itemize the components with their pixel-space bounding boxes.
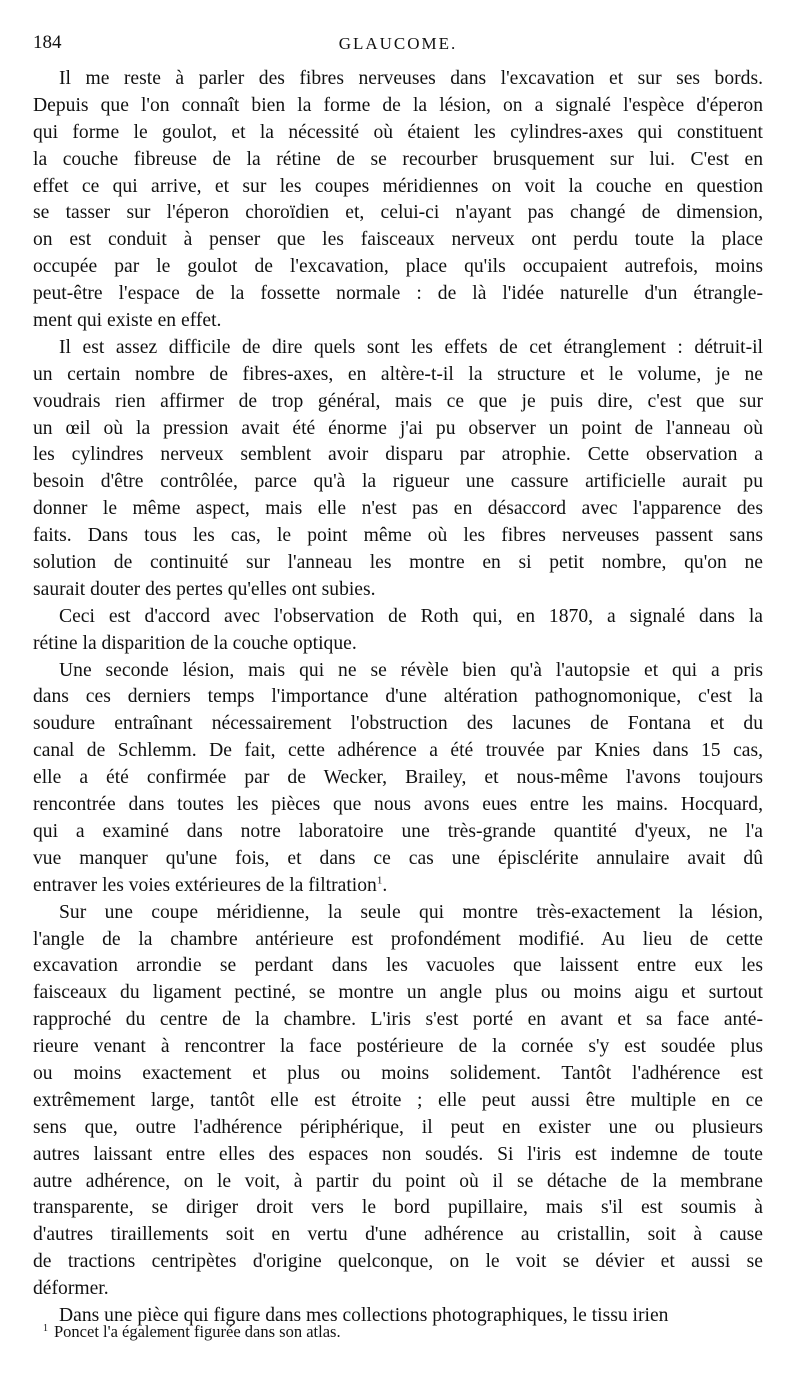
text-line <box>33 819 763 846</box>
text-line <box>33 1249 763 1276</box>
text-line <box>33 120 763 147</box>
text-line <box>33 658 763 685</box>
text-line <box>33 953 763 980</box>
line-text: effet ce qui arrive, et sur les coupes méridiennes on voit la couche en question <box>33 175 763 197</box>
line-text: qui forme le goulot, et la nécessité où étaient les cylindres-axes qui constituent <box>33 121 763 143</box>
paragraph <box>33 900 763 1303</box>
line-tail: . <box>382 874 388 896</box>
text-line <box>33 200 763 227</box>
line-text: ment qui existe en effet. <box>33 310 222 332</box>
line-text: la couche fibreuse de la rétine de se recourber brusquement sur lui. C'est en <box>33 148 763 170</box>
text-line <box>33 1169 763 1196</box>
text-line <box>33 765 763 792</box>
line-text: de tractions centripètes d'origine quelconque, on le voit se dévier et aussi se <box>33 1251 763 1273</box>
text-line <box>33 738 763 765</box>
line-text: solution de continuité sur l'anneau les montre en si petit nombre, qu'on ne <box>33 552 763 574</box>
text-line <box>33 980 763 1007</box>
text-line <box>33 1088 763 1115</box>
text-line <box>33 147 763 174</box>
line-text: rapproché du centre de la chambre. L'iris s'est porté en avant et sa face anté- <box>33 1009 763 1031</box>
text-line <box>33 846 763 873</box>
line-text: donner le même aspect, mais elle n'est pas en désaccord avec l'apparence des <box>33 498 763 520</box>
line-text: autres laissant entre elles des espaces non soudés. Si l'iris est indemne de toute <box>33 1143 763 1165</box>
line-text: dans ces derniers temps l'importance d'une altération pathognomonique, c'est la <box>33 686 763 708</box>
line-text: rieure venant à rencontrer la face postérieure de la cornée s'y est soudée plus <box>33 1036 763 1058</box>
text-line <box>33 227 763 254</box>
footnote-reference: 1 <box>376 874 383 887</box>
text-line <box>33 254 763 281</box>
line-text: Ceci est d'accord avec l'observation de Roth qui, en 1870, a signalé dans la <box>59 605 763 627</box>
line-text: Il est assez difficile de dire quels sont les effets de cet étranglement : détruit-il <box>59 336 763 358</box>
page <box>33 28 763 1358</box>
line-text: sens que, outre l'adhérence périphérique, il peut en exister une ou plusieurs <box>33 1116 763 1138</box>
line-text: déformer. <box>33 1278 109 1300</box>
text-line <box>33 496 763 523</box>
paragraph <box>33 66 763 335</box>
line-text: canal de Schlemm. De fait, cette adhérence a été trouvée par Knies dans 15 cas, <box>33 740 763 762</box>
paragraph <box>33 604 763 658</box>
text-line <box>33 442 763 469</box>
text-line <box>33 684 763 711</box>
line-text: Sur une coupe méridienne, la seule qui montre très-exactement la lésion, <box>59 901 763 923</box>
paragraph <box>33 658 763 900</box>
text-line <box>33 362 763 389</box>
text-line <box>33 900 763 927</box>
line-text: occupée par le goulot de l'excavation, place qu'ils occupaient autrefois, moins <box>33 256 763 278</box>
text-line <box>33 1007 763 1034</box>
line-text: qui a examiné dans notre laboratoire une très-grande quantité d'yeux, ne l'a <box>33 820 763 842</box>
footnote-marker: 1 <box>43 1322 48 1334</box>
text-line <box>33 523 763 550</box>
text-line <box>33 174 763 201</box>
paragraph <box>33 335 763 604</box>
text-line <box>33 1276 763 1303</box>
line-text: les cylindres nerveux semblent avoir disparu par atrophie. Cette observation a <box>33 444 763 466</box>
line-text: elle a été confirmée par de Wecker, Brailey, et nous-même l'avons toujours <box>33 767 763 789</box>
text-line <box>33 927 763 954</box>
line-text: un œil où la pression avait été énorme j'ai pu observer un point de l'anneau où <box>33 417 763 439</box>
footnote <box>43 1321 763 1343</box>
line-text: d'autres tiraillements soit en vertu d'une adhérence au cristallin, soit à cause <box>33 1224 763 1246</box>
line-text: l'angle de la chambre antérieure est profondément modifié. Au lieu de cette <box>33 928 763 950</box>
line-text: rencontrée dans toutes les pièces que nous avons eues entre les mains. Hocquard, <box>33 794 763 816</box>
line-text: extrêmement large, tantôt elle est étroite ; elle peut aussi être multiple en ce <box>33 1089 763 1111</box>
line-text: transparente, se diriger droit vers le bord pupillaire, mais s'il est soumis à <box>33 1197 763 1219</box>
line-text: on est conduit à penser que les faisceaux nerveux ont perdu toute la place <box>33 229 763 251</box>
line-text: entraver les voies extérieures de la filtration <box>33 874 377 896</box>
text-line <box>33 93 763 120</box>
line-text: faisceaux du ligament pectiné, se montre un angle plus ou moins aigu et surtout <box>33 982 763 1004</box>
line-text: soudure entraînant nécessairement l'obstruction des lacunes de Fontana et du <box>33 713 763 735</box>
text-line <box>33 1115 763 1142</box>
text-line <box>33 1142 763 1169</box>
text-line <box>33 1061 763 1088</box>
text-line <box>33 1195 763 1222</box>
page-number: 184 <box>33 32 62 53</box>
line-text: Depuis que l'on connaît bien la forme de la lésion, on a signalé l'espèce d'éperon <box>33 94 763 116</box>
text-line <box>33 335 763 362</box>
line-text: voudrais rien affirmer de trop général, mais ce que je puis dire, c'est que sur <box>33 390 763 412</box>
line-text: Une seconde lésion, mais qui ne se révèle bien qu'à l'autopsie et qui a pris <box>59 659 763 681</box>
text-line <box>33 873 763 900</box>
text-line <box>33 281 763 308</box>
line-text: se tasser sur l'éperon choroïdien et, celui-ci n'ayant pas changé de dimension, <box>33 202 763 224</box>
line-text: ou moins exactement et plus ou moins solidement. Tantôt l'adhérence est <box>33 1062 763 1084</box>
line-text: autre adhérence, on le voit, à partir du point où il se détache de la membrane <box>33 1170 763 1192</box>
text-line <box>33 631 763 658</box>
line-text: excavation arrondie se perdant dans les vacuoles que laissent entre eux les <box>33 955 763 977</box>
running-head <box>33 28 763 58</box>
running-title: GLAUCOME. <box>338 34 458 53</box>
text-line <box>33 416 763 443</box>
text-line <box>33 1222 763 1249</box>
body-text <box>33 66 763 1330</box>
text-line <box>33 577 763 604</box>
line-text: besoin d'être contrôlée, parce qu'à la rigueur une cassure artificielle aurait pu <box>33 471 763 493</box>
text-line <box>33 711 763 738</box>
line-text: Il me reste à parler des fibres nerveuses dans l'excavation et sur ses bords. <box>59 68 763 89</box>
footnote-text: Poncet l'a également figurée dans son atlas. <box>54 1322 341 1341</box>
text-line <box>33 1034 763 1061</box>
line-text: rétine la disparition de la couche optique. <box>33 632 357 654</box>
text-line <box>33 550 763 577</box>
line-text: un certain nombre de fibres-axes, en altère-t-il la structure et le volume, je ne <box>33 363 763 385</box>
line-text: peut-être l'espace de la fossette normale : de là l'idée naturelle d'un étrangle- <box>33 283 763 305</box>
text-line <box>33 469 763 496</box>
line-text: Dans une pièce qui figure dans mes collections photographiques, le tissu irien <box>59 1304 669 1326</box>
text-line <box>33 308 763 335</box>
line-text: saurait douter des pertes qu'elles ont subies. <box>33 578 376 600</box>
text-line <box>33 604 763 631</box>
text-line <box>33 389 763 416</box>
text-line <box>33 792 763 819</box>
line-text: faits. Dans tous les cas, le point même où les fibres nerveuses passent sans <box>33 525 763 547</box>
line-text: vue manquer qu'une fois, et dans ce cas une épisclérite annulaire avait dû <box>33 847 763 869</box>
text-line <box>33 66 763 93</box>
